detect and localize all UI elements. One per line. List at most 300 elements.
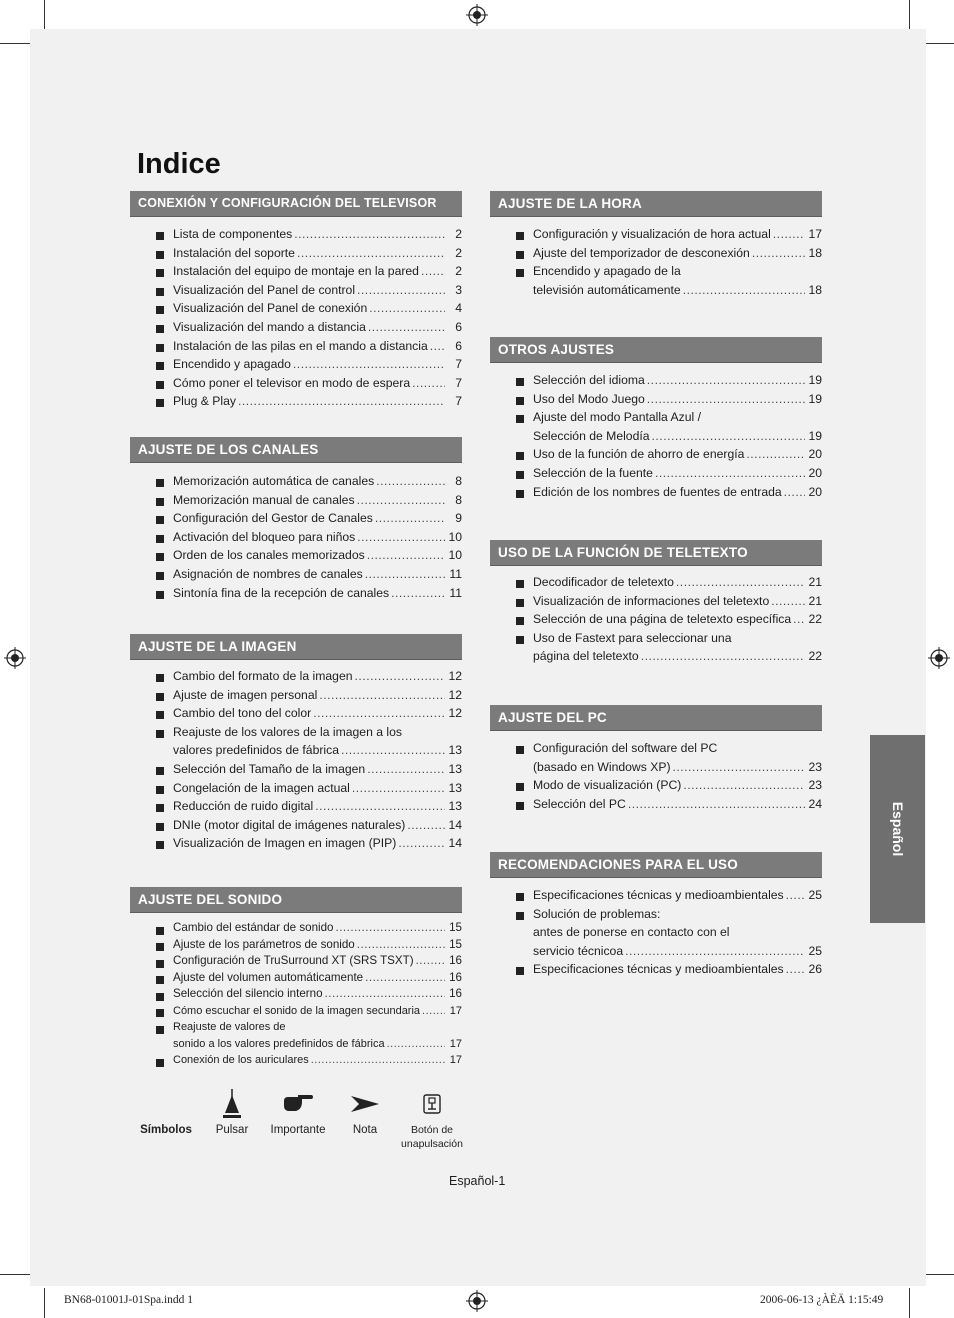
toc-entry-page: 19	[808, 373, 822, 387]
toc-entry-title: Selección de la fuente	[533, 465, 653, 480]
bullet-square-icon	[156, 516, 164, 524]
crop-mark	[924, 1274, 954, 1275]
toc-entry	[130, 318, 462, 337]
crop-mark	[909, 1288, 910, 1318]
toc-entry-page: 7	[455, 375, 462, 390]
dot-leader	[368, 318, 445, 337]
toc-entry	[130, 355, 462, 374]
bullet-square-icon	[156, 1026, 164, 1034]
toc-entry-page: 13	[448, 780, 462, 795]
section-pc	[490, 705, 822, 813]
toc-entry	[130, 704, 462, 723]
section-recomendaciones	[490, 852, 822, 979]
bullet-square-icon	[156, 288, 164, 296]
toc-entry-title: televisión automáticamente	[533, 282, 681, 297]
toc-entry-title: Cambio del estándar de sonido	[173, 921, 334, 934]
toc-entry-page: 16	[449, 987, 462, 1000]
bullet-square-icon	[156, 927, 164, 935]
section-header: AJUSTE DE LA HORA	[490, 191, 822, 217]
toc-entry-title: Instalación de las pilas en el mando a distancia	[173, 338, 428, 353]
dot-leader	[746, 445, 805, 464]
registration-mark-icon	[928, 647, 950, 669]
dot-leader	[357, 937, 445, 954]
bullet-square-icon	[516, 893, 524, 901]
section-header: AJUSTE DE LA IMAGEN	[130, 634, 462, 660]
toc-entry-title: Ajuste del modo Pantalla Azul /	[533, 410, 702, 425]
dot-leader	[357, 528, 445, 547]
toc-entry-page: 19	[808, 391, 822, 406]
dot-leader	[357, 491, 445, 510]
toc-entry-title: Encendido y apagado	[173, 357, 291, 372]
dot-leader	[422, 1003, 445, 1020]
toc-entry-title: Configuración del Gestor de Canales	[173, 511, 373, 526]
bullet-square-icon	[156, 479, 164, 487]
toc-entry-title: Modo de visualización (PC)	[533, 778, 682, 793]
toc-entry-page: 3	[455, 282, 462, 297]
toc-entry-title: Instalación del soporte	[173, 245, 295, 260]
toc-entry	[130, 760, 462, 779]
toc-entry-page: 14	[448, 836, 462, 851]
pointing-hand-icon	[282, 1093, 314, 1115]
toc-entry	[130, 299, 462, 318]
toc-entry	[130, 920, 462, 937]
bullet-square-icon	[156, 960, 164, 968]
bullet-square-icon	[156, 767, 164, 775]
toc-entry	[490, 225, 822, 244]
bullet-square-icon	[156, 399, 164, 407]
toc-entry-page: 13	[448, 799, 462, 814]
toc-entry-page: 20	[808, 447, 822, 462]
toc-entry-page: 20	[808, 465, 822, 480]
push-arrow-icon	[221, 1087, 243, 1121]
toc-entry-page: 18	[808, 245, 822, 260]
dot-leader	[773, 225, 805, 244]
bullet-square-icon	[516, 471, 524, 479]
toc-entry-page: 2	[455, 227, 462, 241]
toc-entry-title: Reducción de ruido digital	[173, 799, 314, 814]
bullet-square-icon	[156, 591, 164, 599]
dot-leader	[752, 244, 805, 263]
section-header: CONEXIÓN Y CONFIGURACIÓN DEL TELEVISOR	[130, 191, 462, 217]
toc-entry-page: 11	[449, 585, 462, 600]
toc-entry-page: 17	[449, 1037, 462, 1050]
symbol-note: Nota	[340, 1085, 390, 1137]
dot-leader	[676, 573, 805, 592]
bullet-square-icon	[156, 804, 164, 812]
toc-entry-page: 23	[808, 778, 822, 793]
toc-entry-title: Especificaciones técnicas y medioambientales	[533, 888, 784, 902]
language-tab-label: Español	[889, 801, 906, 857]
page-title: Indice	[137, 148, 221, 180]
toc-entry	[130, 337, 462, 356]
dot-leader	[313, 704, 445, 723]
dot-leader	[365, 565, 445, 584]
toc-entry-page: 24	[808, 796, 822, 811]
toc-entry-title: Conexión de los auriculares	[173, 1054, 309, 1066]
bullet-square-icon	[156, 232, 164, 240]
dot-leader	[297, 244, 445, 263]
toc-entry	[130, 546, 462, 565]
bullet-square-icon	[156, 711, 164, 719]
toc-entry	[490, 573, 822, 592]
bullet-square-icon	[516, 617, 524, 625]
toc-entry-page: 7	[455, 357, 462, 372]
toc-entry-title: Selección del Tamaño de la imagen	[173, 761, 366, 776]
toc-entry-title: Congelación de la imagen actual	[173, 780, 350, 795]
toc-entry-title: (basado en Windows XP)	[533, 759, 671, 774]
toc-entry	[130, 816, 462, 835]
dot-leader	[294, 225, 445, 244]
bullet-square-icon	[516, 802, 524, 810]
toc-list	[490, 225, 822, 299]
toc-entry	[130, 509, 462, 528]
bullet-square-icon	[516, 967, 524, 975]
dot-leader	[335, 920, 445, 937]
toc-list	[490, 886, 822, 979]
toc-entry	[130, 472, 462, 491]
toc-entry-title: Reajuste de valores de	[173, 1021, 286, 1033]
section-otros	[490, 337, 822, 501]
bullet-square-icon	[156, 993, 164, 1001]
arrowhead-icon	[350, 1094, 380, 1114]
toc-entry-title: antes de ponerse en contacto con el	[533, 925, 730, 940]
bullet-square-icon	[156, 786, 164, 794]
bullet-square-icon	[156, 976, 164, 984]
toc-entry-page: 13	[448, 761, 462, 776]
toc-entry	[130, 244, 462, 263]
toc-entry-title: Decodificador de teletexto	[533, 575, 674, 589]
toc-entry-title: Ajuste del temporizador de desconexión	[533, 245, 750, 260]
toc-entry	[490, 445, 822, 464]
toc-entry	[130, 667, 462, 686]
toc-entry	[490, 610, 822, 629]
toc-entry	[490, 776, 822, 795]
dot-leader	[407, 816, 445, 835]
dot-leader	[293, 355, 445, 374]
toc-entry	[130, 970, 462, 987]
bullet-square-icon	[156, 572, 164, 580]
toc-entry-title: Uso de la función de ahorro de energía	[533, 447, 745, 462]
bullet-square-icon	[156, 381, 164, 389]
footer-file: BN68-01001J-01Spa.indd 1	[64, 1294, 194, 1306]
symbol-push: Pulsar	[206, 1085, 258, 1137]
toc-list	[490, 371, 822, 501]
bullet-square-icon	[156, 535, 164, 543]
dot-leader	[367, 546, 445, 565]
toc-entry	[130, 1019, 462, 1052]
dot-leader	[628, 795, 805, 814]
section-hora	[490, 191, 822, 299]
toc-entry-page: 2	[455, 245, 462, 260]
dot-leader	[365, 970, 445, 987]
toc-entry	[130, 584, 462, 603]
toc-entry	[490, 262, 822, 299]
toc-entry-page: 7	[455, 394, 462, 409]
toc-entry	[130, 797, 462, 816]
toc-entry-page: 6	[455, 319, 462, 334]
toc-entry	[490, 960, 822, 979]
toc-entry-title: Orden de los canales memorizados	[173, 548, 365, 563]
toc-entry	[490, 795, 822, 814]
symbols-heading: Símbolos	[140, 1124, 192, 1136]
dot-leader	[416, 953, 445, 970]
crop-mark	[0, 43, 30, 44]
toc-entry	[490, 464, 822, 483]
toc-entry	[490, 739, 822, 776]
toc-entry-title: Cómo poner el televisor en modo de espera	[173, 375, 411, 390]
toc-entry-page: 9	[455, 511, 462, 526]
symbols-legend	[136, 1085, 466, 1160]
toc-entry	[130, 392, 462, 411]
section-canales	[130, 437, 462, 602]
toc-entry-title: servicio técnicoa	[533, 943, 624, 958]
toc-entry	[130, 491, 462, 510]
toc-entry-page: 22	[808, 649, 822, 664]
toc-entry-page: 21	[808, 593, 822, 608]
dot-leader	[341, 741, 445, 760]
bullet-square-icon	[516, 490, 524, 498]
toc-entry-title: Reajuste de los valores de la imagen a los	[173, 724, 402, 739]
dot-leader	[771, 592, 805, 611]
toc-entry	[490, 244, 822, 263]
toc-entry-title: Visualización del Panel de conexión	[173, 301, 368, 316]
toc-entry-title: Cambio del formato de la imagen	[173, 669, 353, 683]
toc-entry-page: 16	[449, 954, 462, 967]
bullet-square-icon	[156, 1059, 164, 1067]
toc-entry-title: sonido a los valores predefinidos de fábrica	[173, 1037, 385, 1050]
toc-entry	[130, 1052, 462, 1069]
section-conexion	[130, 191, 462, 411]
toc-entry-title: Visualización del mando a distancia	[173, 319, 366, 334]
symbol-onetouch: Botón de unapulsación	[398, 1085, 466, 1151]
toc-entry-page: 6	[455, 338, 462, 353]
toc-entry	[130, 225, 462, 244]
toc-entry-title: Configuración del software del PC	[533, 741, 718, 755]
bullet-square-icon	[156, 943, 164, 951]
toc-entry-page: 20	[808, 484, 822, 499]
language-tab	[870, 735, 925, 923]
bullet-square-icon	[156, 362, 164, 370]
bullet-square-icon	[156, 344, 164, 352]
dot-leader	[647, 371, 805, 390]
toc-entry-title: Uso de Fastext para seleccionar una	[533, 630, 732, 645]
crop-mark	[44, 0, 45, 30]
toc-entry-title: Configuración y visualización de hora actual	[533, 227, 771, 241]
bullet-square-icon	[516, 452, 524, 460]
toc-entry-page: 10	[448, 548, 462, 563]
dot-leader	[786, 886, 805, 905]
registration-mark-icon	[466, 1290, 488, 1312]
symbol-important: Importante	[266, 1085, 330, 1137]
one-touch-button-icon	[422, 1093, 442, 1115]
section-teletexto	[490, 540, 822, 666]
toc-entry	[490, 905, 822, 961]
toc-entry	[130, 723, 462, 760]
section-header: AJUSTE DEL SONIDO	[130, 887, 462, 913]
dot-leader	[652, 427, 805, 446]
registration-mark-icon	[4, 647, 26, 669]
bullet-square-icon	[156, 325, 164, 333]
toc-entry-page: 11	[449, 566, 462, 581]
dot-leader	[421, 262, 445, 281]
dot-leader	[367, 760, 445, 779]
toc-entry	[130, 528, 462, 547]
toc-entry-page: 17	[449, 1004, 462, 1017]
toc-list	[130, 225, 462, 411]
dot-leader	[352, 779, 445, 798]
footer-date: 2006-06-13 ¿ÀÈÄ 1:15:49	[760, 1294, 884, 1306]
dot-leader	[625, 942, 805, 961]
toc-entry-title: Ajuste de los parámetros de sonido	[173, 937, 355, 951]
toc-entry	[130, 686, 462, 705]
section-header: AJUSTE DEL PC	[490, 705, 822, 731]
toc-entry	[490, 371, 822, 390]
toc-entry-page: 26	[808, 962, 822, 977]
toc-entry-page: 17	[449, 1054, 462, 1066]
toc-entry-page: 8	[455, 492, 462, 507]
toc-entry-title: Asignación de nombres de canales	[173, 566, 363, 581]
dot-leader	[376, 472, 445, 491]
bullet-square-icon	[156, 841, 164, 849]
toc-entry-title: valores predefinidos de fábrica	[173, 743, 339, 758]
bullet-square-icon	[516, 746, 524, 754]
toc-entry-page: 4	[455, 301, 462, 316]
toc-entry-title: Instalación del equipo de montaje en la pared	[173, 264, 419, 279]
dot-leader	[683, 776, 805, 795]
toc-entry-page: 22	[808, 612, 822, 627]
bullet-square-icon	[516, 599, 524, 607]
bullet-square-icon	[156, 1009, 164, 1017]
dot-leader	[673, 758, 805, 777]
dot-leader	[311, 1052, 445, 1069]
section-header: USO DE LA FUNCIÓN DE TELETEXTO	[490, 540, 822, 566]
bullet-square-icon	[156, 498, 164, 506]
toc-entry-title: página del teletexto	[533, 649, 639, 664]
toc-entry	[490, 408, 822, 445]
toc-entry	[490, 886, 822, 905]
toc-entry-title: Sintonía fina de la recepción de canales	[173, 585, 390, 600]
section-imagen	[130, 634, 462, 853]
bullet-square-icon	[156, 553, 164, 561]
toc-entry-title: Plug & Play	[173, 394, 237, 409]
toc-entry-title: Configuración de TruSurround XT (SRS TSXT)	[173, 954, 414, 967]
toc-entry-title: Ajuste de imagen personal	[173, 687, 318, 702]
toc-entry-title: Cambio del tono del color	[173, 706, 312, 721]
section-header: AJUSTE DE LOS CANALES	[130, 437, 462, 463]
toc-entry-page: 12	[448, 669, 462, 683]
toc-entry-page: 8	[455, 474, 462, 488]
bullet-square-icon	[156, 674, 164, 682]
dot-leader	[786, 960, 805, 979]
toc-entry-title: Selección del idioma	[533, 373, 645, 387]
registration-mark-icon	[466, 4, 488, 26]
toc-list	[490, 739, 822, 813]
bullet-square-icon	[516, 397, 524, 405]
bullet-square-icon	[516, 232, 524, 240]
bullet-square-icon	[156, 693, 164, 701]
bullet-square-icon	[156, 269, 164, 277]
bullet-square-icon	[516, 912, 524, 920]
toc-entry-title: Encendido y apagado de la	[533, 264, 681, 279]
toc-entry-title: Solución de problemas:	[533, 906, 661, 921]
dot-leader	[784, 483, 805, 502]
section-header: RECOMENDACIONES PARA EL USO	[490, 852, 822, 878]
crop-mark	[0, 1274, 30, 1275]
toc-entry-title: Memorización automática de canales	[173, 474, 375, 488]
toc-entry-page: 12	[448, 687, 462, 702]
toc-list	[490, 573, 822, 666]
toc-entry	[490, 629, 822, 666]
toc-entry-title: Edición de los nombres de fuentes de entrada	[533, 484, 782, 499]
toc-entry	[130, 953, 462, 970]
dot-leader	[647, 390, 805, 409]
toc-entry-title: Cómo escuchar el sonido de la imagen secundaria	[173, 1004, 421, 1017]
dot-leader	[319, 686, 445, 705]
toc-entry-title: Activación del bloqueo para niños	[173, 529, 356, 544]
toc-entry-title: Lista de componentes	[173, 227, 293, 241]
toc-list	[130, 472, 462, 602]
dot-leader	[238, 392, 445, 411]
bullet-square-icon	[516, 783, 524, 791]
dot-leader	[683, 281, 805, 300]
crop-mark	[909, 0, 910, 30]
toc-entry-title: Visualización de informaciones del teletexto	[533, 593, 770, 608]
dot-leader	[369, 299, 445, 318]
toc-entry-title: Uso del Modo Juego	[533, 391, 645, 406]
bullet-square-icon	[156, 306, 164, 314]
toc-entry	[130, 262, 462, 281]
toc-entry	[130, 937, 462, 954]
dot-leader	[655, 464, 805, 483]
dot-leader	[412, 374, 445, 393]
toc-entry	[130, 1003, 462, 1020]
toc-entry-page: 23	[808, 759, 822, 774]
toc-entry	[130, 834, 462, 853]
toc-entry-title: Selección de Melodía	[533, 428, 650, 443]
toc-entry-page: 19	[808, 428, 822, 443]
toc-entry-title: Selección de una página de teletexto específica	[533, 612, 792, 627]
toc-entry-title: Visualización del Panel de control	[173, 282, 356, 297]
dot-leader	[325, 986, 445, 1003]
bullet-square-icon	[516, 636, 524, 644]
toc-entry	[130, 374, 462, 393]
toc-entry-page: 2	[455, 264, 462, 279]
bullet-square-icon	[156, 251, 164, 259]
toc-entry	[490, 592, 822, 611]
bullet-square-icon	[516, 415, 524, 423]
dot-leader	[641, 647, 805, 666]
toc-entry-page: 25	[808, 943, 822, 958]
bullet-square-icon	[516, 378, 524, 386]
page-number: Español-1	[449, 1174, 506, 1188]
dot-leader	[355, 667, 445, 686]
toc-entry-title: Memorización manual de canales	[173, 492, 355, 507]
toc-entry-title: Especificaciones técnicas y medioambientales	[533, 962, 784, 977]
dot-leader	[398, 834, 445, 853]
bullet-square-icon	[516, 251, 524, 259]
toc-entry-title: Selección del silencio interno	[173, 987, 323, 1000]
bullet-square-icon	[156, 730, 164, 738]
dot-leader	[375, 509, 445, 528]
section-header: OTROS AJUSTES	[490, 337, 822, 363]
toc-entry-page: 15	[449, 937, 462, 951]
toc-entry-title: DNIe (motor digital de imágenes naturales)	[173, 817, 406, 832]
toc-entry-page: 18	[808, 282, 822, 297]
toc-entry	[130, 779, 462, 798]
toc-entry-page: 15	[449, 921, 462, 934]
bullet-square-icon	[516, 269, 524, 277]
dot-leader	[315, 797, 445, 816]
